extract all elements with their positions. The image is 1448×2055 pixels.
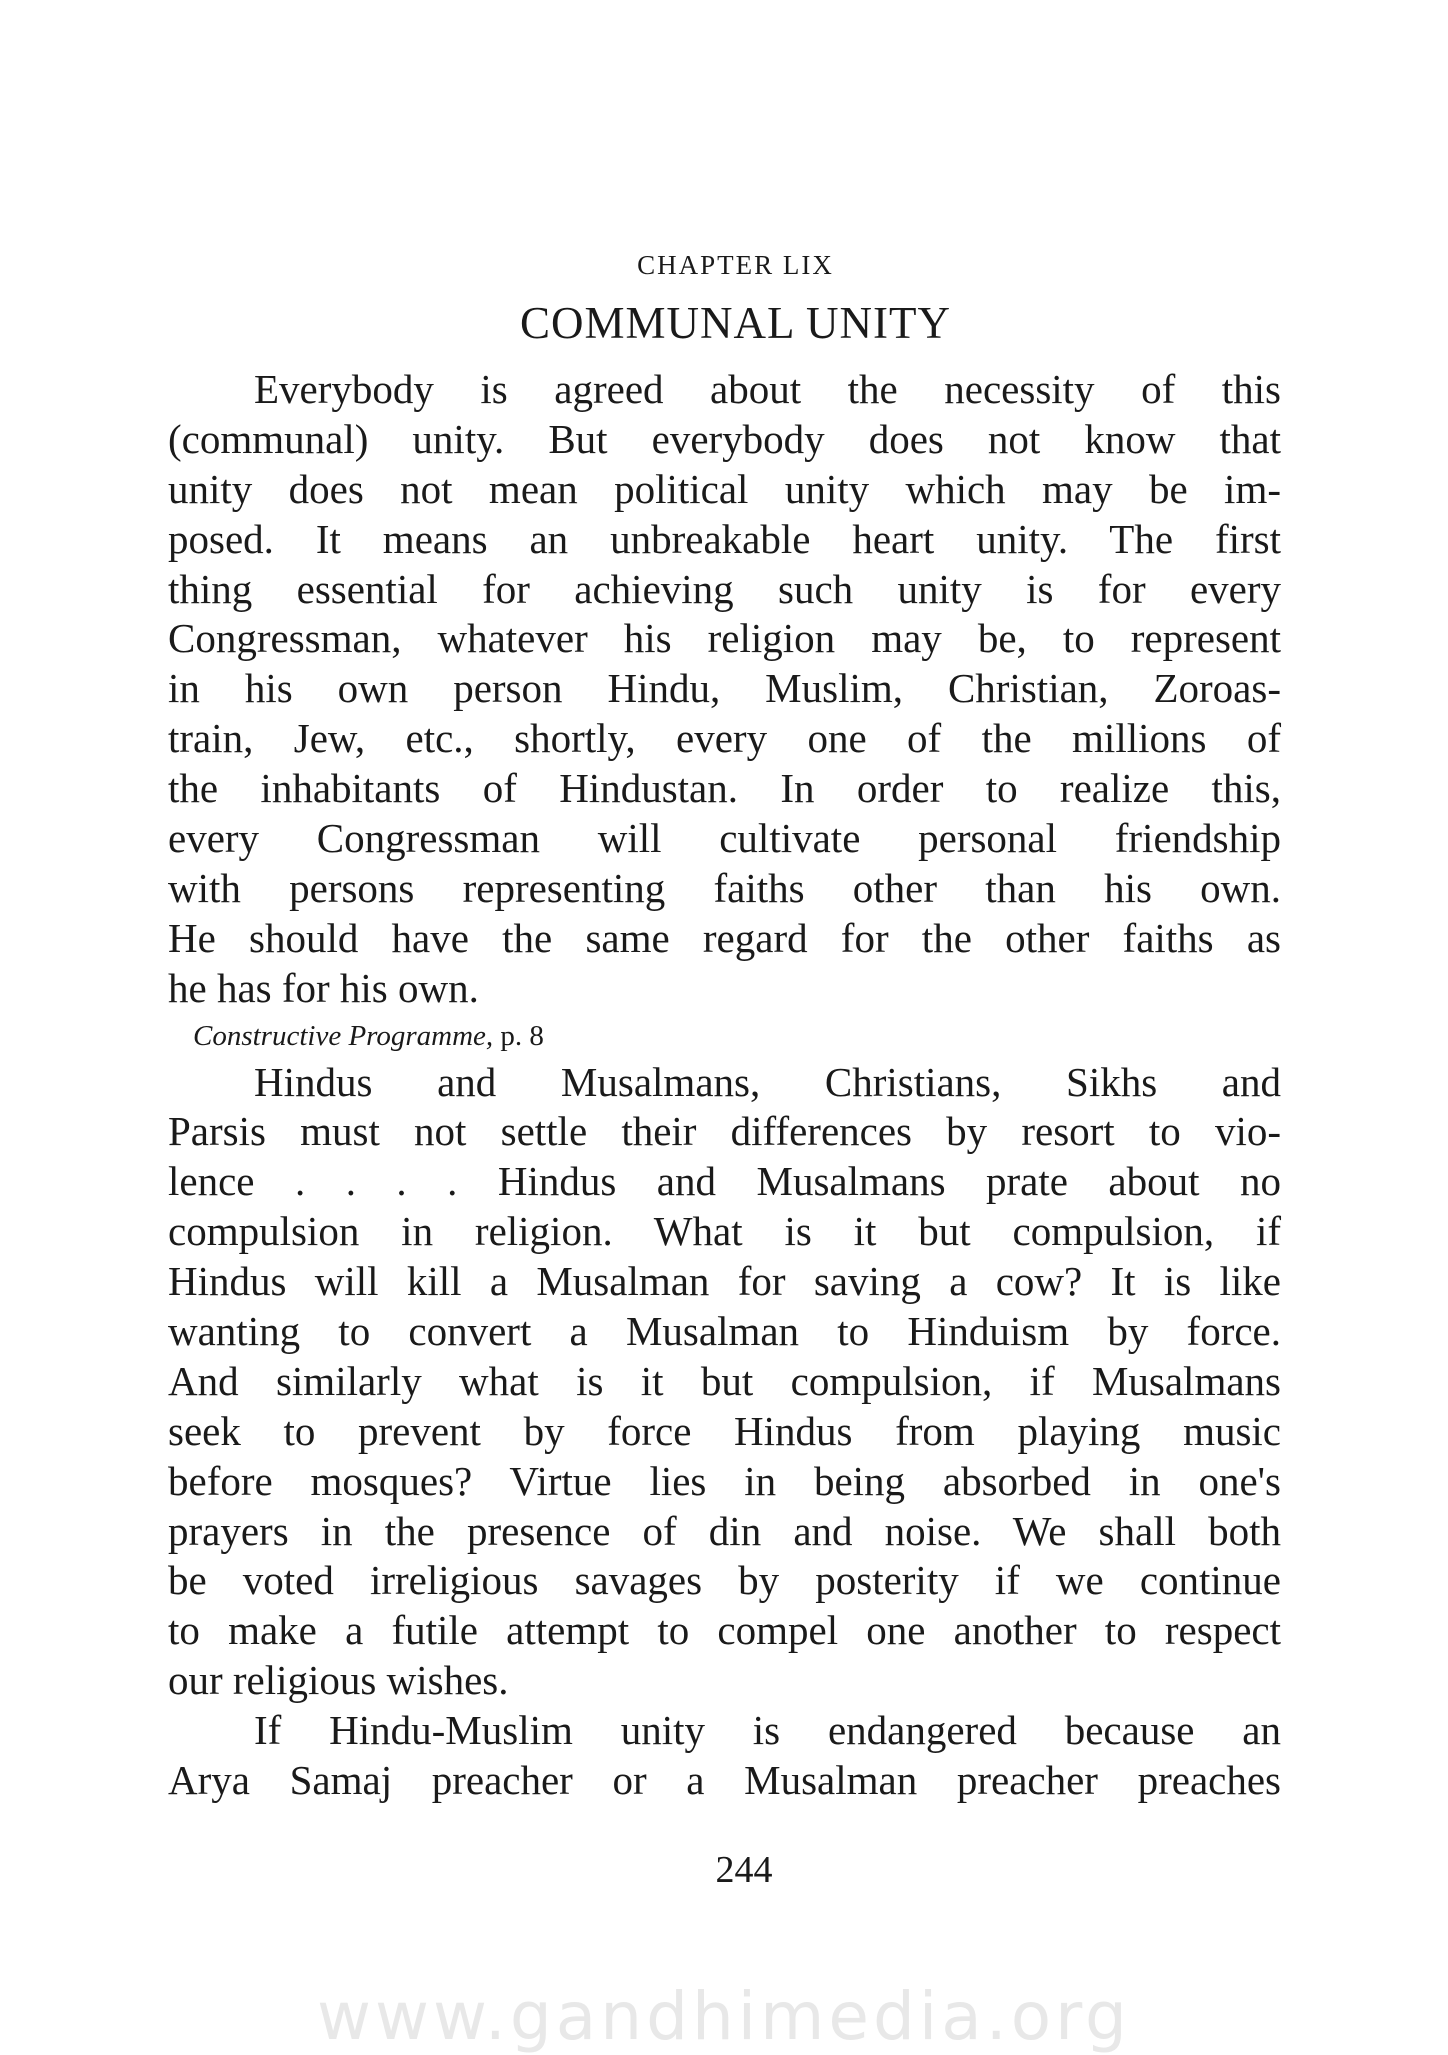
page-body bbox=[168, 245, 1281, 1806]
page-number: 244 bbox=[715, 1849, 773, 1891]
text-line: train, Jew, etc., shortly, every one of the millions of bbox=[168, 715, 1281, 762]
text-line: before mosques? Virtue lies in being absorbed in one's bbox=[168, 1457, 1281, 1504]
text-line: our religious wishes. bbox=[168, 1657, 509, 1704]
paragraph-3 bbox=[168, 1706, 1281, 1806]
text-line: lence . . . . Hindus and Musalmans prate about no bbox=[168, 1158, 1281, 1205]
text-line: compulsion in religion. What is it but compulsion, if bbox=[168, 1208, 1281, 1255]
text-line: Arya Samaj preacher or a Musalman preacher preaches bbox=[168, 1757, 1281, 1804]
paragraph-2 bbox=[168, 1058, 1281, 1707]
text-line: posed. It means an unbreakable heart unity. The first bbox=[168, 515, 1281, 562]
text-line: Hindus and Musalmans, Christians, Sikhs and bbox=[254, 1058, 1281, 1105]
text-line: thing essential for achieving such unity is for every bbox=[168, 565, 1281, 612]
source-citation bbox=[193, 1014, 1281, 1058]
text-line: the inhabitants of Hindustan. In order to realize this, bbox=[168, 765, 1281, 812]
text-line: with persons representing faiths other than his own. bbox=[168, 864, 1281, 911]
text-line: If Hindu-Muslim unity is endangered because an bbox=[254, 1707, 1281, 1754]
paragraph-1 bbox=[168, 365, 1281, 1014]
text-line: wanting to convert a Musalman to Hinduism by force. bbox=[168, 1308, 1281, 1355]
text-line: he has for his own. bbox=[168, 964, 479, 1011]
source-page-ref: p. 8 bbox=[500, 1019, 544, 1052]
text-line: unity does not mean political unity which may be im- bbox=[168, 465, 1281, 512]
text-line: seek to prevent by force Hindus from playing music bbox=[168, 1407, 1281, 1454]
text-line: He should have the same regard for the other faiths as bbox=[168, 914, 1281, 961]
text-line: prayers in the presence of din and noise. We shall both bbox=[168, 1507, 1281, 1554]
text-line: Congressman, whatever his religion may be, to represent bbox=[168, 615, 1281, 662]
text-line: Everybody is agreed about the necessity of this bbox=[254, 366, 1281, 412]
text-line: be voted irreligious savages by posterity if we continue bbox=[168, 1557, 1281, 1604]
text-line: Hindus will kill a Musalman for saving a cow? It is like bbox=[168, 1258, 1281, 1305]
text-line: And similarly what is it but compulsion, if Musalmans bbox=[168, 1357, 1281, 1404]
text-line: to make a futile attempt to compel one another to respect bbox=[168, 1607, 1281, 1654]
text-line: Parsis must not settle their differences by resort to vio- bbox=[168, 1108, 1281, 1155]
watermark: www.gandhimedia.org bbox=[317, 1978, 1131, 2055]
chapter-title: COMMUNAL UNITY bbox=[519, 298, 952, 348]
text-line: (communal) unity. But everybody does not know that bbox=[168, 415, 1281, 462]
source-title: Constructive Programme, bbox=[193, 1019, 494, 1052]
chapter-label: CHAPTER LIX bbox=[637, 250, 834, 280]
text-line: in his own person Hindu, Muslim, Christian, Zoroas- bbox=[168, 665, 1281, 712]
text-line: every Congressman will cultivate personal friendship bbox=[168, 815, 1281, 862]
